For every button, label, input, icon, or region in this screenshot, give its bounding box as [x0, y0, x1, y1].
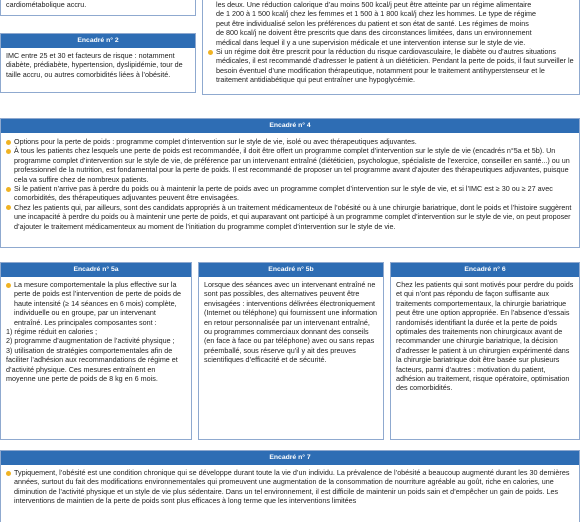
encadre-4-item-text: À tous les patients chez lesquels une perte de poids est recommandée, il doit être offert un programme complet d’intervention sur le style de vie (encadrés n°5a et 5b). Un programme complet d’intervention sur le style de vie, de préférence par un intervenant entraîné (diététicien, psychologue, spécialiste de l’exercice, conseiller en santé...) ou un professionnel de la nutrition, est fondamental pour la perte de poids. Il est recommandé de proposer un tel programme avant d’ajouter des thérapeutiques adjuvantes, puisque cela va suffire chez de nombreux patients. — [14, 146, 570, 184]
encadre-6 — [390, 262, 580, 440]
top-right-paragraph — [208, 0, 574, 47]
encadre-4-item — [6, 184, 574, 203]
encadre-4-title: Encadré n° 4 — [1, 119, 579, 133]
top-right-bullet-text: Si un régime doit être prescrit pour la réduction du risque cardiovasculaire, le diabète ou d’autres situations médicales, il est recommandé d’adresser le patient à un diététicien. Pendant la perte de poids, il faut surveiller le besoin éventuel d’une modification thérapeutique, notamment pour le traitement antihyperstenseur et le traitement antidiabétique qui peut entraîner une hypoglycémie. — [216, 47, 574, 85]
bullet-dot-icon — [6, 471, 11, 476]
encadre-4-item-text: Options pour la perte de poids : programme complet d’intervention sur le style de vie, isolé ou avec thérapeutiques adjuvantes. — [14, 137, 417, 146]
encadre-5b — [198, 262, 384, 440]
encadre-7-title: Encadré n° 7 — [1, 451, 579, 465]
bullet-dot-icon — [6, 283, 11, 288]
encadre-5a-list-item: 1) régime réduit en calories ; — [6, 327, 98, 337]
encadre-5b-text: Lorsque des séances avec un intervenant entraîné ne sont pas possibles, des alternatives peuvent être envisagées : interventions délivrées électroniquement (Internet ou téléphone) qui fournissent une information en retour personnalisée par un intervenant entraîné, ou programmes commerciaux donnant des conseils (en face à face ou par téléphone) avec ou sans repas préemballé, sous réserve qu’il y ait des preuves scientifiques d’efficacité et de sécurité. — [204, 280, 378, 365]
encadre-4-item — [6, 137, 574, 146]
encadre-4-item — [6, 146, 574, 184]
encadre-2-title: Encadré n° 2 — [1, 34, 195, 48]
encadre-7 — [0, 450, 580, 522]
top-right-line: de 1 200 à 1 500 kcal/j chez les femmes et 1 500 à 1 800 kcal/j chez les hommes. Le type de régime — [216, 9, 537, 19]
bullet-dot-icon — [6, 140, 11, 145]
top-right-continuation-box — [202, 0, 580, 95]
top-left-fragment-box — [0, 0, 196, 16]
bullet-dot-icon — [208, 50, 213, 55]
top-right-line: médical dans lequel il y a une supervision médicale et une intervention intense sur le style de vie. — [216, 37, 526, 47]
encadre-4-item-text: Si le patient n’arrive pas à perdre du poids ou à maintenir la perte de poids avec un programme complet d’intervention sur le style de vie, et si l’IMC est ≥ 30 ou ≥ 27 avec comorbidités, des thérapeutiques adjuvantes peuvent être envisagées. — [14, 184, 553, 203]
encadre-4 — [0, 118, 580, 248]
encadre-4-item-text: Chez les patients qui, par ailleurs, sont des candidats appropriés à un traitement médicamenteux de l’obésité ou à une chirurgie bariatrique, dont le poids et l’histoire suggèrent une incapacité à perdre du poids ou à maintenir une perte de poids, et qui auparavant ont participé à un programme complet d’intervention sur le style de vie, on peut proposer d’ajouter le traitement médicamenteux au moment de l’initiation du programme complet d’intervention sur le style de vie. — [14, 202, 572, 231]
encadre-4-item — [6, 203, 574, 231]
encadre-7-bullet — [6, 468, 574, 506]
top-right-bullet — [208, 47, 574, 85]
bullet-dot-icon — [6, 187, 11, 192]
encadre-5a-list-item: 3) utilisation de stratégies comportementales afin de faciliter l’adhésion aux recommandations de régime et d’activité physique. Ces mesures entraînent en moyenne une perte de poids de 8 kg en 6 mois. — [6, 345, 178, 384]
bullet-dot-icon — [6, 205, 11, 210]
top-right-line: les deux. Une réduction calorique d’au moins 500 kcal/j peut être atteinte par un régime alimentaire — [216, 0, 532, 9]
encadre-5b-title: Encadré n° 5b — [199, 263, 383, 277]
encadre-2-text: IMC entre 25 et 30 et facteurs de risque : notamment diabète, prédiabète, hypertension, dyslipidémie, tour de taille accru, ou autres comorbidités liées à l’obésité. — [6, 51, 183, 79]
top-right-line: peut être individualisé selon les préférences du patient et son état de santé. Les régimes de moins — [216, 18, 529, 28]
encadre-2 — [0, 33, 196, 93]
encadre-5a-bullet-text: La mesure comportementale la plus effective sur la perte de poids est l’intervention de perte de poids de haute intensité (≥ 14 séances en 6 mois) complète, individuelle ou en groupe, par un intervenant entraîné. Les principales composantes sont : — [14, 280, 182, 327]
bullet-dot-icon — [6, 149, 11, 154]
top-right-line: de 800 kcal/j ne doivent être prescrits que dans des circonstances limitées, dans un environnement — [216, 28, 532, 38]
encadre-5a-title: Encadré n° 5a — [1, 263, 191, 277]
encadre-5a — [0, 262, 192, 440]
encadre-6-title: Encadré n° 6 — [391, 263, 579, 277]
encadre-6-text: Chez les patients qui sont motivés pour perdre du poids et qui n’ont pas répondu de façon suffisante aux traitements comportementaux, la chirurgie bariatrique peut être une option appropriée. En l’absence d’essais randomisés identifiant la durée et la perte de poids optimales des traitements non chirurgicaux avant de recommander une chirurgie bariatrique, la décision d’adresser le patient à un chirurgien expérimenté dans la chirurgie bariatrique doit être basée sur plusieurs facteurs, parmi d’autres : motivation du patient, adhésion au traitement, risque opératoire, optimisation des comorbidités. — [396, 280, 574, 393]
encadre-5a-bullet — [6, 280, 186, 327]
encadre-5a-list-item: 2) programme d’augmentation de l’activité physique ; — [6, 336, 175, 346]
top-left-fragment-text: cardiométabolique accru. — [6, 0, 87, 9]
encadre-7-bullet-text: Typiquement, l’obésité est une condition chronique qui se développe durant toute la vie d’un individu. La prévalence de l’obésité a beaucoup augmenté durant les 30 dernières années, surtout du fait des modifications environnementales qui promeuvent une augmentation de la consommation de nourriture agréable au goût, riche en calories, une diminution de l’activité physique et un style de vie plus sédentaire. Dans un tel environnement, il est difficile de maintenir un poids sain et d’empêcher un gain de poids. Les interventions de maintien de la perte de poids sont plus efficaces à long terme que les interventions limitées — [14, 468, 570, 506]
